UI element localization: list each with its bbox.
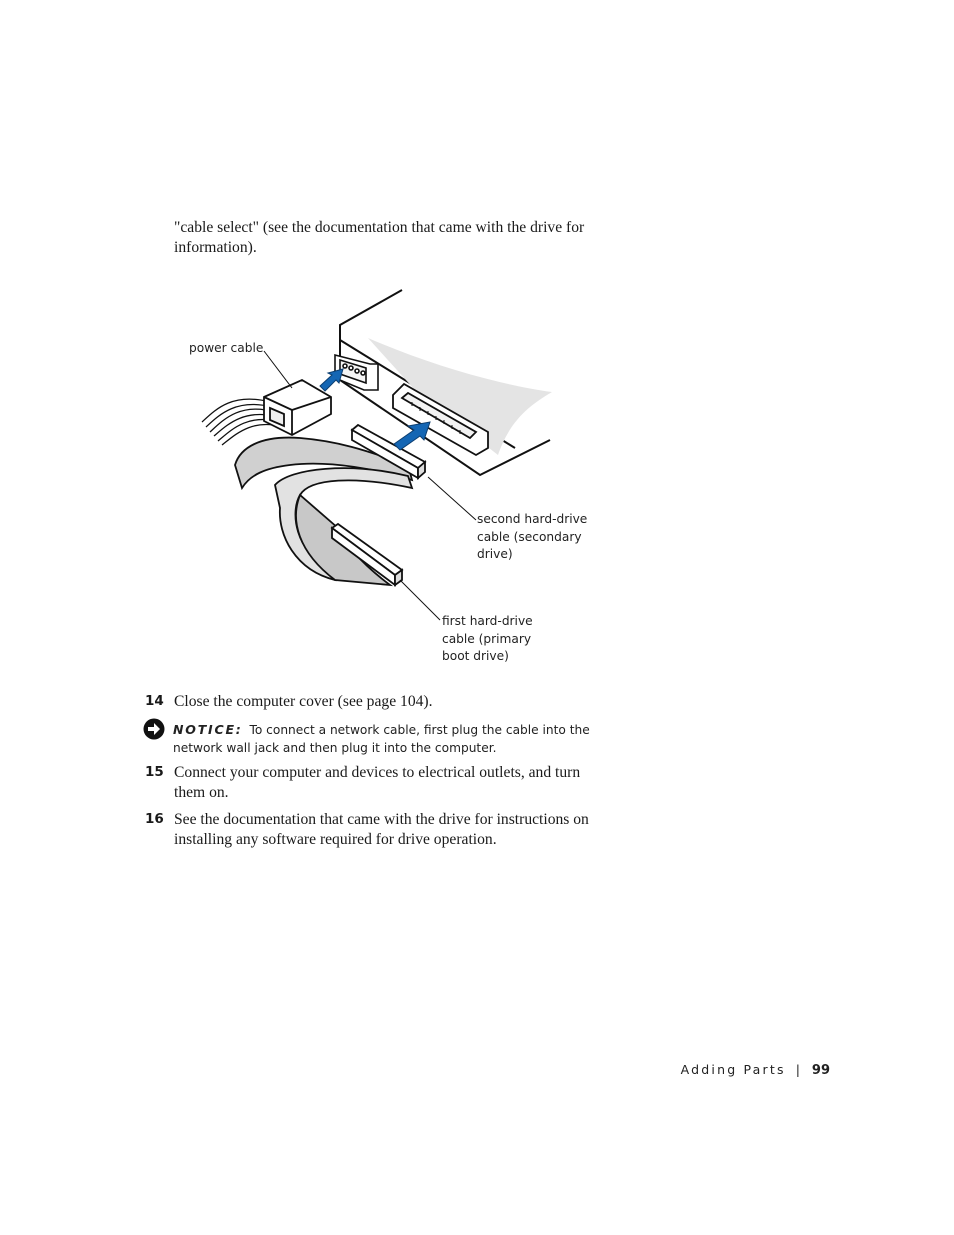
callout-power-cable: power cable [189,341,264,355]
callout-second-hard-drive-cable [477,511,587,564]
ide-insert-arrow [394,422,430,450]
footer-section-title: Adding Parts [680,1062,786,1077]
intro-paragraph: "cable select" (see the documentation that came with the drive for information). [174,219,585,256]
page-number: 99 [811,1063,830,1078]
power-plug [264,380,331,435]
callout-line: second hard-drive [477,512,588,526]
callout-line: first hard-drive [442,614,533,628]
callout-line: boot drive) [442,649,509,663]
step-text: See the documentation that came with the drive for instructions on installing any software required for drive operation. [174,811,589,848]
notice-text: To connect a network cable, first plug the cable into the network wall jack and then plug it into the computer. [173,723,590,755]
page-footer [681,1062,830,1078]
callout-line: cable (secondary [477,529,582,544]
notice-arrow-icon [143,718,165,740]
step-number: 16 [145,811,164,827]
power-insert-arrow [320,369,343,391]
footer-separator: | [795,1062,800,1077]
notice-box [143,718,618,758]
notice-label: NOTICE: [173,722,243,737]
step-number: 15 [145,764,164,780]
callout-first-hard-drive-cable [442,613,533,666]
callout-line: cable (primary [442,631,532,646]
step-text: Close the computer cover (see page 104). [174,693,433,710]
hard-drive-cable-illustration [180,280,620,680]
notice-content [173,721,613,757]
step-text: Connect your computer and devices to electrical outlets, and turn them on. [174,764,581,801]
step-number: 14 [145,693,164,709]
callout-line: drive) [477,547,513,561]
